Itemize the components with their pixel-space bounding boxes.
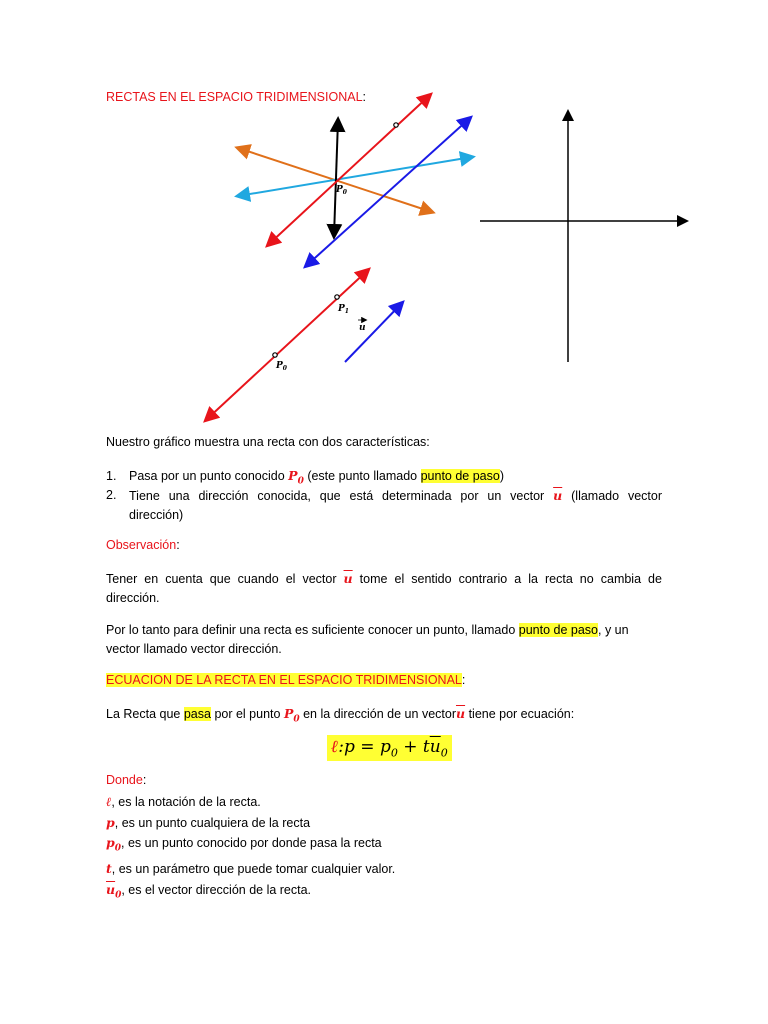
donde-heading: Donde: xyxy=(106,773,147,787)
list-item-1: 1. Pasa por un punto conocido $P_0$ (este punto llamado punto de paso) xyxy=(106,468,505,487)
page-title: RECTAS EN EL ESPACIO TRIDIMENSIONAL: xyxy=(106,90,367,104)
p0-label-upper: $P_0$ xyxy=(336,185,347,196)
point-on-red-line xyxy=(394,123,398,127)
intro-text: Nuestro gráfico muestra una recta con dos características: xyxy=(106,435,430,449)
observacion-heading: Observación: xyxy=(106,538,180,552)
p0-label-lower: $P_0$ xyxy=(276,361,287,372)
p1-label: $P_1$ xyxy=(338,304,349,315)
black-vertical-line xyxy=(334,120,338,236)
definitions-list xyxy=(106,792,395,906)
lines-diagram xyxy=(0,0,768,430)
def-t: t, es un parámetro que puede tomar cualquier valor. xyxy=(106,861,396,876)
observacion-text: Tener en cuenta que cuando el vector $\overline{u}$ tome el sentido contrario a la recta no cambia de dirección. xyxy=(106,571,662,605)
highlight-punto-de-paso-2: punto de paso xyxy=(518,623,599,637)
por-lo-tanto-text: Por lo tanto para definir una recta es suficiente conocer un punto, llamado punto de paso, y un vector llamado vector dirección. xyxy=(106,623,629,656)
red-line-upper xyxy=(268,95,430,245)
u-label: u xyxy=(359,323,366,333)
list-item-2: 2. Tiene una dirección conocida, que está determinada por un vector $\overline{u}$ (llamado vector dirección) xyxy=(106,488,662,522)
vector-u xyxy=(345,303,402,362)
highlight-punto-de-paso: punto de paso xyxy=(420,469,500,483)
cyan-line xyxy=(238,157,472,196)
line-equation: ℓ:p = $p_0 + t\overline{u}_0$ xyxy=(327,735,452,761)
red-line-lower xyxy=(206,270,368,420)
def-p0: $p_0$, es un punto conocido por donde pasa la recta xyxy=(106,835,382,854)
def-u0: $\overline{u}_0$, es el vector dirección de la recta. xyxy=(106,881,312,900)
point-p1 xyxy=(335,295,339,299)
ecuacion-heading: ECUACION DE LA RECTA EN EL ESPACIO TRIDIMENSIONAL: xyxy=(106,673,466,687)
def-p: p, es un punto cualquiera de la recta xyxy=(106,814,311,830)
la-recta-text: La Recta que pasa por el punto $P_0$ en la dirección de un $vector\overline{u}$ tiene por ecuación: xyxy=(106,706,575,725)
point-p0 xyxy=(273,353,277,357)
def-ell: ℓ, es la notación de la recta. xyxy=(106,794,261,809)
blue-line-upper xyxy=(306,118,470,266)
